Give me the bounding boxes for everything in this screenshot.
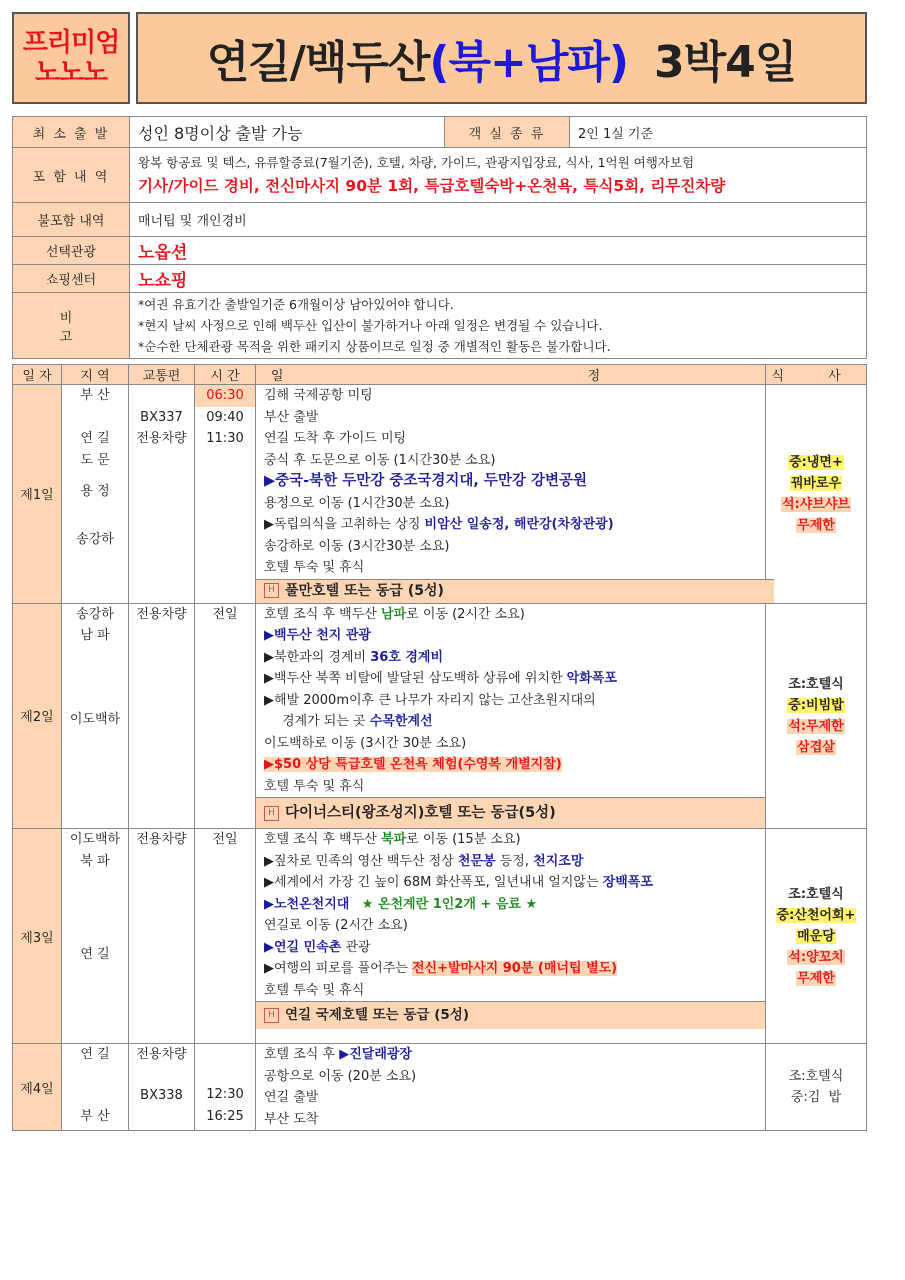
day1-time: 09:40: [206, 409, 244, 425]
day1-item: 송강하로 이동 (3시간30분 소요): [264, 538, 450, 554]
room-type-value: 2인 1실 기준: [570, 117, 867, 148]
day2-meal: 중:비빔밥: [788, 697, 844, 713]
day2-item-highlight: 36호 경계비: [370, 649, 444, 665]
day1-transport: BX337: [140, 409, 183, 425]
day3-item-highlight: ★ 온천계란 1인2개 + 음료 ★: [361, 896, 538, 912]
day4-region: 부 산: [80, 1108, 110, 1124]
day3-time: 전일: [212, 832, 238, 847]
day2-item: 이도백하로 이동 (3시간 30분 소요): [264, 735, 467, 751]
includes-line2: 기사/가이드 경비, 전신마사지 90분 1회, 특급호텔숙박+온천욕, 특식5회, 리무진차량: [138, 177, 726, 195]
header-transport: 교통편: [129, 365, 195, 385]
day2-item: 호텔 투숙 및 휴식: [264, 778, 365, 794]
day3-meal: 매운당: [797, 928, 835, 944]
title-sub: (북+남파): [429, 37, 628, 88]
day3-item: 로 이동 (15분 소요): [406, 832, 521, 847]
day2-region: 남 파: [80, 628, 110, 643]
header-day: 일 자: [13, 365, 62, 385]
day4-transport: BX338: [140, 1087, 183, 1103]
info-table: [12, 116, 867, 359]
includes-line1: 왕복 항공료 및 텍스, 유류할증료(7월기준), 호텔, 차량, 가이드, 관광지입장료, 식사, 1억원 여행자보험: [138, 155, 695, 170]
day3-meal: 조:호텔식: [788, 886, 844, 902]
day3-item: 호텔 투숙 및 휴식: [264, 982, 365, 998]
day1-region: 도 문: [80, 452, 110, 468]
day3-item: 관광: [345, 939, 371, 955]
day4-meal: 중:김 밥: [790, 1090, 842, 1105]
day2-item: 로 이동 (2시간 소요): [406, 606, 525, 622]
day4-region: 연 길: [80, 1047, 110, 1062]
day3-region: 북 파: [80, 853, 110, 869]
day1-meal: 석:샤브샤브: [782, 496, 850, 512]
day3-meal: 석:양꼬치: [788, 949, 844, 965]
day3-item: ▶세계에서 가장 긴 높이 68M 화산폭포, 일년내내 얼지않는: [264, 875, 599, 890]
day1-item: 부산 출발: [264, 409, 319, 425]
min-departure-label: 최 소 출 발: [13, 117, 130, 148]
day2-label: 제2일: [13, 603, 62, 829]
day2-meal: 조:호텔식: [788, 676, 844, 692]
day1-region: 용 정: [80, 484, 110, 499]
page-title: [136, 12, 867, 104]
day4-item-highlight: ▶진달래광장: [339, 1047, 412, 1062]
day3-transport: 전용차량: [136, 832, 187, 847]
options-value: 노옵션: [130, 237, 867, 265]
day2-row: [13, 603, 867, 829]
day2-item: ▶북한과의 경계비: [264, 649, 367, 665]
day1-transport: 전용차량: [136, 431, 187, 446]
day2-item: 경계가 되는 곳: [282, 714, 366, 729]
day3-item-highlight: 천문봉: [457, 853, 496, 869]
day1-region: 부 산: [80, 388, 110, 403]
notes-line2: *현지 날씨 사정으로 인해 백두산 입산이 불가하거나 아래 일정은 변경될 수 있습니다.: [138, 318, 603, 333]
day3-item: ▶짚차로 민족의 영산 백두산 정상: [264, 853, 454, 869]
day4-meal: 조:호텔식: [788, 1069, 844, 1084]
hotel-icon: H: [264, 583, 279, 598]
day2-meal: 삼겹살: [797, 739, 835, 755]
title-days: 3박4일: [653, 37, 797, 88]
room-type-label: 객 실 종 류: [445, 117, 570, 148]
notes-label: 비 고: [13, 293, 130, 359]
day3-hotel: H 연길 국제호텔 또는 동급 (5성): [256, 1001, 765, 1029]
day1-hotel: H 풀만호텔 또는 동급 (5성): [256, 579, 774, 603]
day2-meal: 석:무제한: [788, 718, 844, 734]
day1-region: 송강하: [76, 531, 114, 547]
min-departure-value: 성인 8명이상 출발 가능: [130, 117, 445, 148]
hotel-icon: H: [264, 1008, 279, 1023]
schedule-table: [12, 364, 867, 1131]
day1-meal: 중:냉면+: [789, 454, 843, 470]
day4-transport: 전용차량: [136, 1047, 187, 1062]
day1-meal: 꿔바로우: [790, 475, 842, 491]
day2-region: 이도백하: [69, 711, 121, 727]
day1-item: ▶독립의식을 고취하는 상징: [264, 517, 421, 532]
day3-item-highlight: ▶연길 민속촌: [264, 939, 342, 955]
badge-line1: 프리미엄: [22, 28, 120, 58]
day3-label: 제3일: [13, 829, 62, 1044]
day4-time: 16:25: [206, 1108, 244, 1124]
premium-badge: [12, 12, 130, 104]
day2-item: ▶백두산 천지 관광: [264, 628, 371, 643]
title-main: 연길/백두산: [206, 37, 430, 88]
day2-time: 전일: [212, 606, 238, 622]
includes-label: 포 함 내 역: [13, 148, 130, 203]
day4-row: [13, 1044, 867, 1131]
day1-time: 06:30: [195, 385, 255, 407]
day3-region: 연 길: [80, 947, 110, 962]
day4-item: 연길 출발: [264, 1090, 319, 1105]
day2-region: 송강하: [76, 606, 114, 622]
day1-region: 연 길: [80, 431, 110, 446]
day3-meal: 무제한: [797, 970, 835, 986]
day4-label: 제4일: [13, 1044, 62, 1131]
day2-item-highlight: ▶$50 상당 특급호텔 온천욕 체험(수영복 개별지참): [264, 757, 562, 772]
day1-item: 호텔 투숙 및 휴식: [264, 560, 365, 575]
day1-label: 제1일: [13, 385, 62, 604]
day4-time: 12:30: [206, 1087, 244, 1102]
day3-item: ▶여행의 피로를 풀어주는: [264, 961, 408, 976]
notes-line1: *여권 유효기간 출발일기준 6개월이상 남아있어야 합니다.: [138, 297, 454, 312]
header-plan: 일 정: [256, 365, 766, 385]
day3-item-highlight: 천지조망: [533, 853, 584, 869]
day3-item-highlight: 장백폭포: [602, 875, 653, 890]
day1-item: 김해 국제공항 미팅: [264, 388, 373, 403]
day4-item: 부산 도착: [264, 1111, 319, 1127]
day3-row: [13, 829, 867, 1044]
day1-item-highlight: 비암산 일송정, 해란강(차창관광): [424, 517, 614, 532]
day1-item: 중식 후 도문으로 이동 (1시간30분 소요): [264, 452, 496, 468]
hotel-icon: H: [264, 806, 279, 821]
day3-meal: 중:산천어회+: [776, 907, 856, 923]
day4-item: 공항으로 이동 (20분 소요): [264, 1068, 417, 1084]
day1-item: 연길 도착 후 가이드 미팅: [264, 431, 407, 446]
day2-item: ▶해발 2000m이후 큰 나무가 자리지 않는 고산초원지대의: [264, 692, 596, 708]
day3-item-highlight: ▶노천온천지대: [264, 896, 350, 912]
header-meal: 식 사: [766, 365, 867, 385]
excludes-value: 매너팁 및 개인경비: [130, 203, 867, 237]
day3-item-highlight: 전신+발마사지 90분 (매너팁 별도): [411, 961, 618, 976]
day1-row: [13, 385, 867, 604]
shopping-label: 쇼핑센터: [13, 265, 130, 293]
day3-item: 호텔 조식 후 백두산: [264, 832, 377, 847]
day2-item-highlight: 수목한계선: [369, 714, 433, 729]
header-region: 지 역: [62, 365, 129, 385]
options-label: 선택관광: [13, 237, 130, 265]
day2-hotel: H 다이너스티(왕조성지)호텔 또는 동급(5성): [256, 797, 765, 828]
day1-time: 11:30: [206, 431, 244, 446]
day1-item: ▶중국-북한 두만강 중조국경지대, 두만강 강변공원: [264, 473, 588, 489]
day1-item: 용정으로 이동 (1시간30분 소요): [264, 495, 450, 511]
day2-item-highlight: 남파: [381, 606, 407, 622]
day2-item: ▶백두산 북쪽 비탈에 발달된 삼도백하 상류에 위치한: [264, 671, 563, 686]
shopping-value: 노쇼핑: [130, 265, 867, 293]
badge-line2: 노노노: [34, 58, 108, 88]
day3-item: 등정,: [499, 853, 529, 869]
day2-item: 호텔 조식 후 백두산: [264, 606, 377, 622]
day1-meal: 무제한: [797, 517, 835, 533]
notes-line3: *순수한 단체관광 목적을 위한 패키지 상품이므로 일정 중 개별적인 활동은 불가합니다.: [138, 339, 611, 354]
header-time: 시 간: [195, 365, 256, 385]
day3-region: 이도백하: [69, 832, 121, 847]
day2-transport: 전용차량: [136, 606, 187, 622]
excludes-label: 불포함 내역: [13, 203, 130, 237]
day4-item: 호텔 조식 후: [264, 1047, 336, 1062]
day2-item-highlight: 악화폭포: [566, 671, 617, 686]
day3-item: 연길로 이동 (2시간 소요): [264, 918, 408, 933]
day3-item-highlight: 북파: [381, 832, 407, 847]
